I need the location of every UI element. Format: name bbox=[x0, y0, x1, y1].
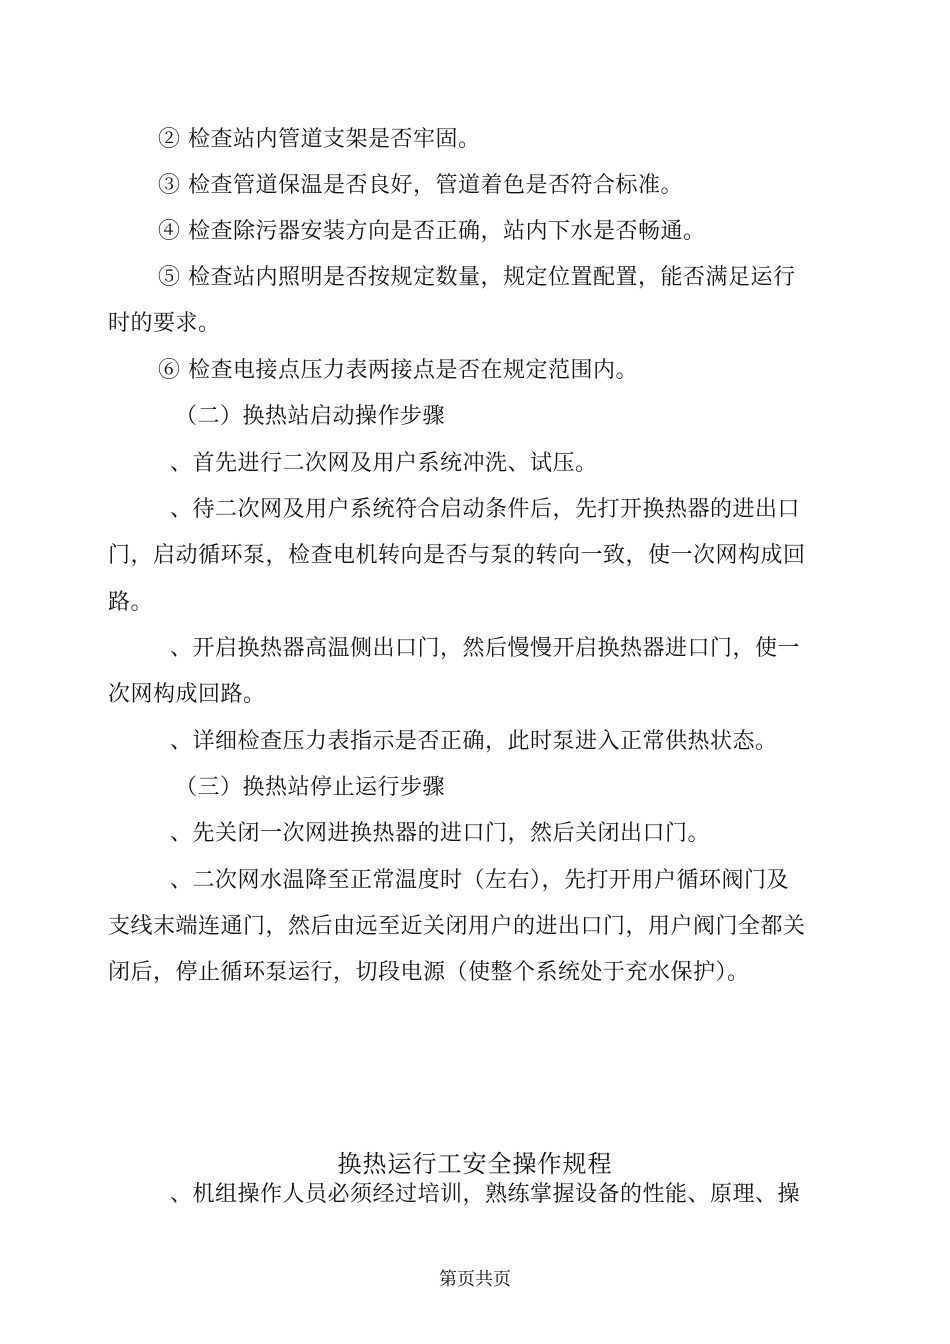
check-item-2: ② 检查站内管道支架是否牢固。 bbox=[158, 127, 481, 152]
startup-step-4: 、详细检查压力表指示是否正确，此时泵进入正常供热状态。 bbox=[170, 729, 778, 754]
check-item-5: ⑤ 检查站内照明是否按规定数量，规定位置配置，能否满足运行 bbox=[158, 265, 796, 290]
heading-startup-steps: （二）换热站启动操作步骤 bbox=[175, 404, 446, 429]
heading-shutdown-steps: （三）换热站停止运行步骤 bbox=[175, 775, 446, 800]
shutdown-step-2-continued: 支线末端连通门，然后由远至近关闭用户的进出口门，用户阀门全都关 bbox=[108, 914, 806, 939]
section-title: 换热运行工安全操作规程 bbox=[337, 1150, 613, 1178]
safety-rule-1: 、机组操作人员必须经过培训，熟练掌握设备的性能、原理、操 bbox=[170, 1182, 801, 1207]
startup-step-2-end: 路。 bbox=[108, 590, 154, 615]
check-item-3: ③ 检查管道保温是否良好，管道着色是否符合标准。 bbox=[158, 173, 683, 198]
check-item-6: ⑥ 检查电接点压力表两接点是否在规定范围内。 bbox=[158, 358, 638, 383]
shutdown-step-2-end: 闭后，停止循环泵运行，切段电源（使整个系统处于充水保护）。 bbox=[108, 960, 750, 985]
shutdown-step-1: 、先关闭一次网进换热器的进口门，然后关闭出口门。 bbox=[170, 821, 711, 846]
startup-step-3-continued: 次网构成回路。 bbox=[108, 682, 266, 707]
page-footer: 第页共页 bbox=[439, 1269, 511, 1290]
check-item-4: ④ 检查除污器安装方向是否正确，站内下水是否畅通。 bbox=[158, 219, 706, 244]
check-item-5-continued: 时的要求。 bbox=[108, 311, 221, 336]
startup-step-1: 、首先进行二次网及用户系统冲洗、试压。 bbox=[170, 451, 598, 476]
startup-step-2: 、待二次网及用户系统符合启动条件后，先打开换热器的进出口 bbox=[170, 497, 801, 522]
startup-step-2-continued: 门，启动循环泵，检查电机转向是否与泵的转向一致，使一次网构成回 bbox=[108, 543, 806, 568]
startup-step-3: 、开启换热器高温侧出口门，然后慢慢开启换热器进口门，使一 bbox=[170, 636, 801, 661]
shutdown-step-2: 、二次网水温降至正常温度时（左右），先打开用户循环阀门及 bbox=[170, 868, 790, 893]
